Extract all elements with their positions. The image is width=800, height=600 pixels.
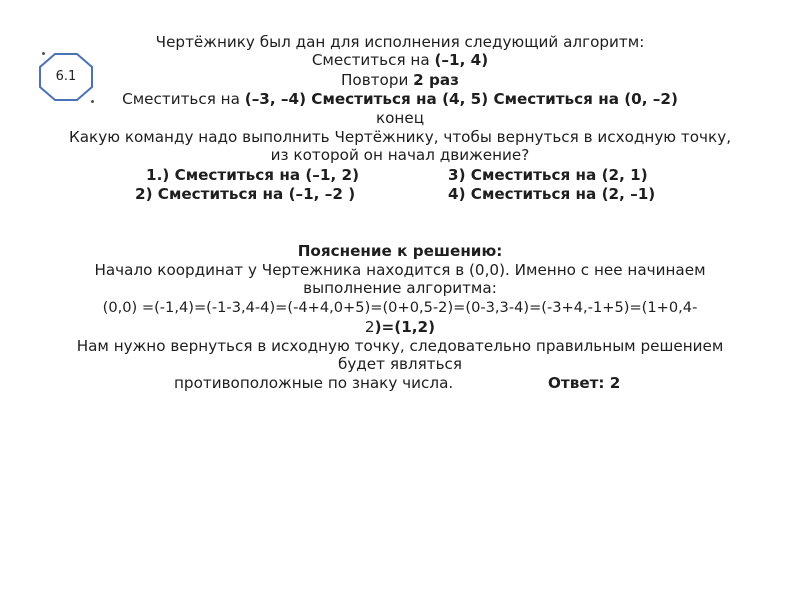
option-2: 2) Сместиться на (–1, –2 ) bbox=[135, 185, 356, 203]
algorithm-loop-body: Сместиться на (–3, –4) Сместиться на (4, 5) Сместиться на (0, –2) bbox=[122, 90, 678, 108]
solution-line-1: Начало координат у Чертежника находится в (0,0). Именно с нее начинаем bbox=[94, 261, 706, 279]
answer: Ответ: 2 bbox=[548, 374, 621, 392]
task-number: 6.1 bbox=[55, 69, 77, 84]
option-1: 1.) Сместиться на (–1, 2) bbox=[146, 166, 360, 184]
algorithm-step-1: Сместиться на (–1, 4) bbox=[311, 51, 489, 69]
solution-line-2: выполнение алгоритма: bbox=[303, 279, 497, 297]
question-line-2: из которой он начал движение? bbox=[270, 146, 530, 164]
solution-line-6: будет являться bbox=[337, 355, 463, 373]
solution-line-5: Нам нужно вернуться в исходную точку, следовательно правильным решением bbox=[76, 337, 724, 355]
solution-calculation-end: 2)=(1,2) bbox=[364, 318, 436, 336]
option-3: 3) Сместиться на (2, 1) bbox=[448, 166, 648, 184]
algorithm-end: конец bbox=[375, 109, 425, 127]
solution-heading: Пояснение к решению: bbox=[297, 242, 503, 260]
question-line-1: Какую команду надо выполнить Чертёжнику, чтобы вернуться в исходную точку, bbox=[68, 128, 732, 146]
task-intro: Чертёжнику был дан для исполнения следующий алгоритм: bbox=[155, 33, 645, 51]
algorithm-repeat: Повтори 2 раз bbox=[341, 71, 459, 89]
solution-line-7: противоположные по знаку числа. bbox=[174, 374, 454, 392]
option-4: 4) Сместиться на (2, –1) bbox=[448, 185, 656, 203]
solution-calculation: (0,0) =(-1,4)=(-1-3,4-4)=(-4+4,0+5)=(0+0,5-2)=(0-3,3-4)=(-3+4,-1+5)=(1+0,4- bbox=[102, 299, 698, 316]
